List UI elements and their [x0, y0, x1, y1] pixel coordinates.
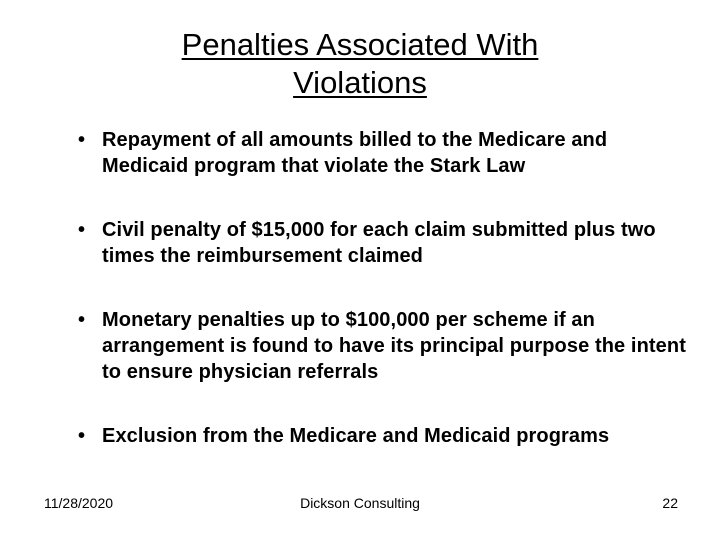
bullet-text: Monetary penalties up to $100,000 per scheme if an arrangement is found to have its principal purpose the intent to ensure physician referrals	[102, 309, 686, 383]
bullet-dot: •	[78, 219, 86, 241]
slide-title-line1: Penalties Associated With	[181, 27, 539, 62]
bullet-text: Exclusion from the Medicare and Medicaid programs	[102, 425, 610, 447]
bullet-text: Civil penalty of $15,000 for each claim submitted plus two times the reimbursement claimed	[102, 219, 656, 267]
bullet-dot: •	[78, 309, 86, 331]
bullet-item	[76, 217, 686, 269]
bullet-item	[76, 423, 686, 449]
bullet-text: Repayment of all amounts billed to the Medicare and Medicaid program that violate the Stark Law	[102, 129, 608, 177]
bullet-item	[76, 127, 686, 179]
bullet-dot: •	[78, 129, 86, 151]
bullet-item	[76, 307, 686, 385]
bullet-dot: •	[78, 425, 86, 447]
bullet-list	[76, 127, 686, 449]
slide-title-line2: Violations	[293, 65, 427, 100]
slide-title	[60, 26, 660, 102]
footer-date: 11/28/2020	[44, 495, 114, 511]
footer-organization: Dickson Consulting	[300, 495, 420, 511]
page-number: 22	[662, 495, 678, 511]
